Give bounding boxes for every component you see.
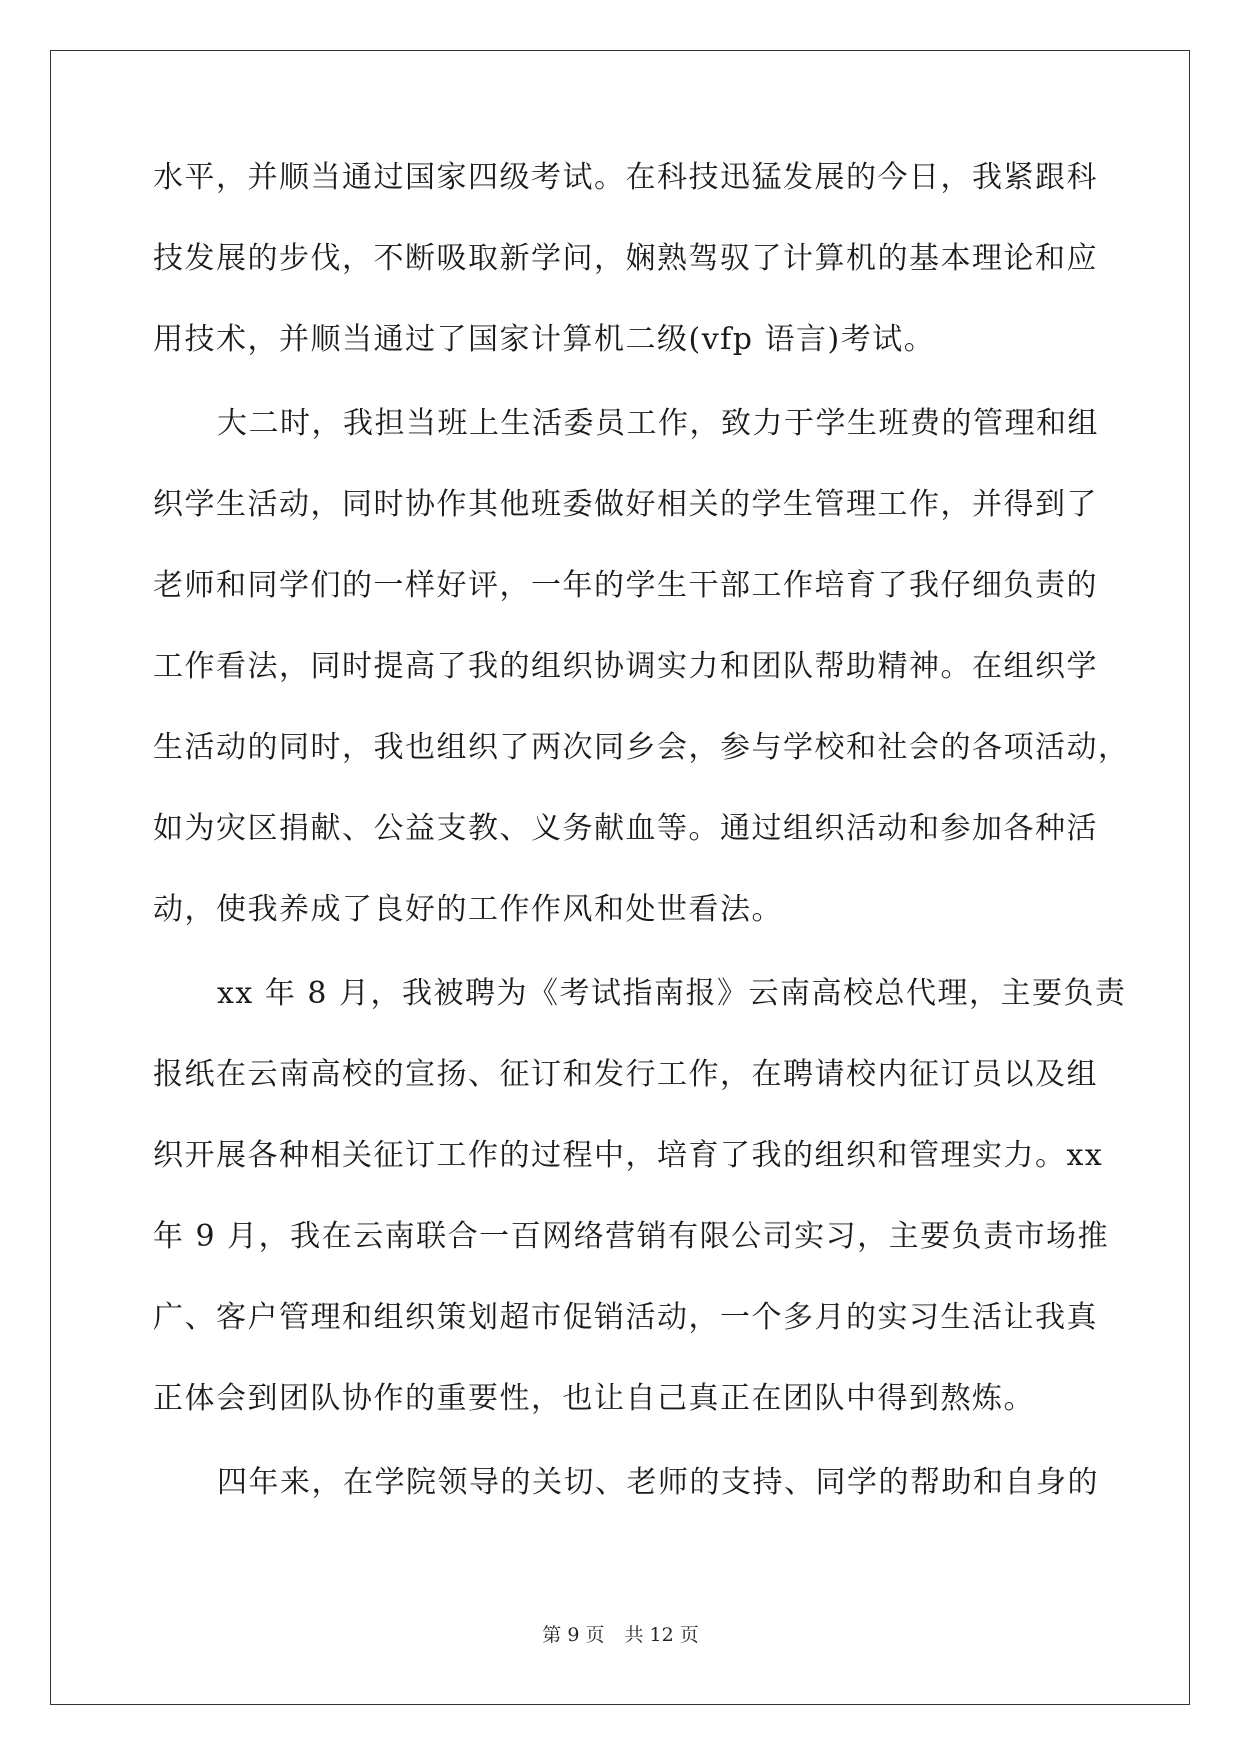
text-line: 老师和同学们的一样好评，一年的学生干部工作培育了我仔细负责的	[153, 568, 1098, 603]
text-line: 水平，并顺当通过国家四级考试。在科技迅猛发展的今日，我紧跟科	[153, 160, 1098, 195]
document-body	[153, 160, 1130, 1549]
text-line: 广、客户管理和组织策划超市促销活动，一个多月的实习生活让我真	[153, 1300, 1098, 1335]
text-line: 织开展各种相关征订工作的过程中，培育了我的组织和管理实力。xx	[153, 1138, 1104, 1173]
text-line: 正体会到团队协作的重要性，也让自己真正在团队中得到熬炼。	[153, 1381, 1035, 1416]
text-line: 年 9 月，我在云南联合一百网络营销有限公司实习，主要负责市场推	[153, 1219, 1110, 1254]
page-footer	[0, 1624, 1241, 1646]
paragraph-start-line: 四年来，在学院领导的关切、老师的支持、同学的帮助和自身的	[217, 1465, 1099, 1500]
text-line: 生活动的同时，我也组织了两次同乡会，参与学校和社会的各项活动，	[153, 730, 1130, 765]
text-line: 报纸在云南高校的宣扬、征订和发行工作，在聘请校内征订员以及组	[153, 1057, 1098, 1092]
text-line: 技发展的步伐，不断吸取新学问，娴熟驾驭了计算机的基本理论和应	[153, 241, 1098, 276]
text-line: 动，使我养成了良好的工作作风和处世看法。	[153, 892, 783, 927]
text-line: 用技术，并顺当通过了国家计算机二级(vfp 语言)考试。	[153, 322, 936, 357]
paragraph-start-line: xx 年 8 月，我被聘为《考试指南报》云南高校总代理，主要负责	[217, 976, 1127, 1011]
total-pages: 共 12 页	[624, 1624, 699, 1646]
paragraph-start-line: 大二时，我担当班上生活委员工作，致力于学生班费的管理和组	[217, 406, 1099, 441]
current-page-number: 第 9 页	[542, 1624, 605, 1646]
text-line: 织学生活动，同时协作其他班委做好相关的学生管理工作，并得到了	[153, 487, 1098, 522]
text-line: 如为灾区捐献、公益支教、义务献血等。通过组织活动和参加各种活	[153, 811, 1098, 846]
text-line: 工作看法，同时提高了我的组织协调实力和团队帮助精神。在组织学	[153, 649, 1098, 684]
